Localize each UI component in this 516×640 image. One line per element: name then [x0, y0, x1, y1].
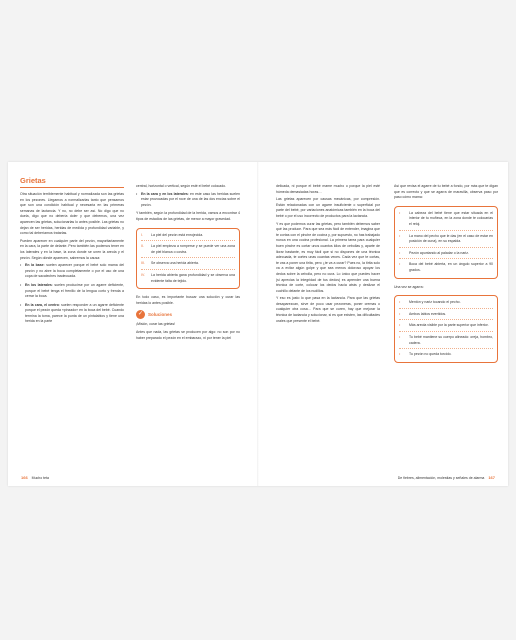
stage-number: II.: [141, 244, 144, 249]
bullet-label: En la cara, el centro: [25, 302, 59, 307]
paragraph: Las grietas aparecen por causas mecánicas, por compresión. Están relacionadas con un agarre insuficiente o superficial por parte del bebé, por variaciones anatómicas también en la boca del bebé o por el uso incorrecto de productos para la lactancia.: [276, 197, 380, 218]
stages-box: [136, 228, 240, 290]
bullet-dot-icon: •: [399, 233, 401, 238]
bullet-label: En la cara y en los laterales: [141, 191, 188, 196]
bullet-item: [20, 283, 124, 300]
bullet-dot-icon: •: [399, 311, 401, 316]
section-title: Grietas: [20, 176, 46, 185]
check-item: [399, 352, 493, 360]
paragraph: ¡Misión, curar las grietas!: [136, 322, 176, 327]
check-text: La mano del pecho que le das (en el caso de estar en posición de cuna), en su espalda.: [409, 233, 493, 244]
stage-number: I.: [141, 232, 143, 237]
right-page-column-2: [394, 184, 498, 369]
stage-text: Se observa una herida abierta.: [151, 261, 199, 266]
paragraph: Pueden aparecer en cualquier parte del pezón, mayoritariamente en la cara, la parte de delante. Pero también las podemos tener en los laterales y en la base, la zona donde se unen la areola y el pezón. Según dónde aparecen, sabremos la causa:: [20, 238, 124, 260]
check-item: [399, 234, 493, 248]
check-text: Mentón y nariz tocando el pecho.: [409, 300, 461, 305]
right-page-footer: [398, 475, 498, 480]
check-text: Ambos labios evertidos.: [409, 311, 447, 316]
paragraph: Y también, según la profundidad de la herida, vamos a encontrar 4 tipos de estadios de las grietas, de menor a mayor gravedad.: [136, 211, 240, 221]
bullet-dot-icon: •: [399, 300, 401, 305]
paragraph: delicada, ni porque el bebé mame mucho o porque la piel esté húmeda demasiadas horas…: [276, 184, 380, 194]
bullet-dot-icon: •: [399, 323, 401, 328]
bullet-text: : suelen aparecer porque el bebé solo mama del pezón y no abre la boca completamente o por el uso de una copa de sacaleches inadecuada.: [25, 263, 124, 279]
page-number: 166: [21, 475, 28, 480]
paragraph: Y eso es justo lo que pasa en la lactancia. Para que las grietas desaparezcan, sirve de poco usar pezoneras, poner cremas o cualquier otra cosa… Para que se curen, hay que mejorar la técnica de lactancia y solucionar, si es que existen, las dificultades orales que presente el bebé.: [276, 296, 380, 323]
left-page-footer: [18, 475, 49, 480]
running-head: Mucho teta: [31, 476, 49, 480]
check-item: [399, 211, 493, 231]
bullet-label: En los laterales: [25, 282, 52, 287]
bullet-text: : suelen responder a un agarre deficiente porque el pezón queda «pinzado» en la boca del bebé. Cuando termina la toma, parece la punta de un pintalabios y tiene una herida en la parte: [25, 302, 124, 324]
stage-number: III.: [141, 261, 145, 266]
check-item: [399, 312, 493, 321]
bullet-dot-icon: •: [399, 352, 401, 357]
paragraph: Y es que podemos curar las grietas, pero también debemos saber qué las produce. Para que sea más fácil de entender, imagina que te cortas con el pinche de cocina y, por supuesto, no has trabajado nunca en una cocina profesional. La primera tarea para cualquier buen pinche es cortar unos cuantos kilos de cebollas y, aparte de llorar bastante, es muy fácil que si no dispones de una técnica adecuada, te cortes unas cuantas veces. Cada vez que te cortas, te vas a poner una tirita, pero ¿te va a curar? Pues no, la tirita solo va a evitar algún golpe y que sea menos doloroso apoyar los dedos sobre la cebolla, pero no cura. Lo único que puedes hacer (si aprecias la integridad de tus dedos) es aprender una buena técnica de corte, colocar los dedos hacia atrás y deslizar el cuchillo delante de los nudillos.: [276, 221, 380, 293]
once-latched-box: [394, 295, 498, 363]
paragraph: Así que revisa el agarre de tu bebé a fondo, por más que te digan que es correcto y que se agarra de maravilla, observa paso por paso cómo mama:: [394, 184, 498, 200]
book-gutter: [257, 162, 259, 486]
paragraph: Otra situación terriblemente habitual y normalizada son las grietas en los pezones. Llegamos a normalizarlas tanto que pensamos que son una condición habitual y necesaria en las primeras semanas de lactancia. Y no, no debe ser así. No digo que no duela, digo que no debería doler y que debemos, una vez aparecen las grietas, solucionarlas lo antes posible. Las grietas no dejan de ser heridas, heridas de medida y profundidad variable, y como tal deberíamos tratarlas.: [20, 192, 124, 236]
running-head: De fiebres, alimentación, molestias y señales de alarma: [397, 476, 485, 480]
paragraph: central, horizontal o vertical, según esté el bebé colocado.: [136, 184, 227, 188]
stage-text: La piel empieza a romperse y se puede ver una zona de piel blanca o costra.: [151, 244, 235, 254]
bullet-label: En la base: [25, 263, 44, 268]
left-page-column-2: [136, 184, 240, 343]
bullet-dot-icon: •: [399, 210, 401, 215]
bullet-item: [20, 303, 124, 325]
stage-text: La piel del pezón está enrojecida.: [151, 232, 204, 237]
book-spread: [8, 162, 508, 486]
latch-check-box: [394, 206, 498, 279]
bullet-item: [20, 263, 124, 280]
stage-item: [141, 233, 235, 242]
check-text: Tu pezón no queda torcido.: [409, 352, 452, 357]
page-number: 167: [488, 475, 495, 480]
solutions-label: Soluciones: [148, 312, 173, 318]
bullet-dot-icon: •: [399, 334, 401, 339]
bullet-text: : en este caso las heridas suelen estar provocadas por el roce de una de las dos encías sobre el pezón.: [141, 191, 240, 207]
check-icon: ✓: [137, 311, 144, 318]
stage-item: [141, 273, 235, 286]
check-item: [399, 251, 493, 260]
stage-item: [141, 244, 235, 258]
title-rule: [20, 187, 124, 188]
check-item: [399, 335, 493, 349]
check-text: Pezón apuntando al paladar o la nariz.: [409, 250, 469, 255]
check-item: [399, 323, 493, 332]
check-text: Boca del bebé abierta, en un ángulo superior a 90 grados.: [409, 262, 493, 272]
stage-text: La herida abierta gana profundidad y se observa una evidente falta de tejido.: [151, 272, 235, 283]
solutions-heading: [136, 310, 240, 319]
check-text: Tu bebé mantiene su cuerpo alineado: oreja, hombro, cadera.: [409, 334, 493, 345]
check-item: [399, 300, 493, 309]
paragraph: Antes que nada, las grietas se producen por algo: no son por no haber preparado el pezón en el embarazo, ni por tener la piel: [136, 329, 240, 340]
bullet-dot-icon: •: [399, 250, 401, 255]
bullet-dot-icon: •: [399, 262, 401, 267]
stage-item: [141, 261, 235, 270]
left-page-column-1: [20, 176, 124, 328]
bullet-text: : suelen producirse por un agarre deficiente, porque el bebé tenga el frenillo de la lengua corto y frenda a cerrar la boca.: [25, 282, 124, 299]
stage-number: IV.: [141, 272, 145, 277]
right-page-column-1: [276, 184, 380, 326]
check-text: Más areola visible por la parte superior que inferior.: [409, 323, 489, 328]
paragraph: Una vez se agarra:: [394, 284, 424, 289]
check-item: [399, 262, 493, 275]
check-text: La cabeza del bebé tiene que estar situada en el interior de tu muñeca, en la zona donde te colocarías el reloj.: [409, 210, 493, 226]
bullet-item: [136, 192, 240, 209]
paragraph: En todo caso, es importante buscar una solución y curar las heridas lo antes posible.: [136, 295, 240, 305]
